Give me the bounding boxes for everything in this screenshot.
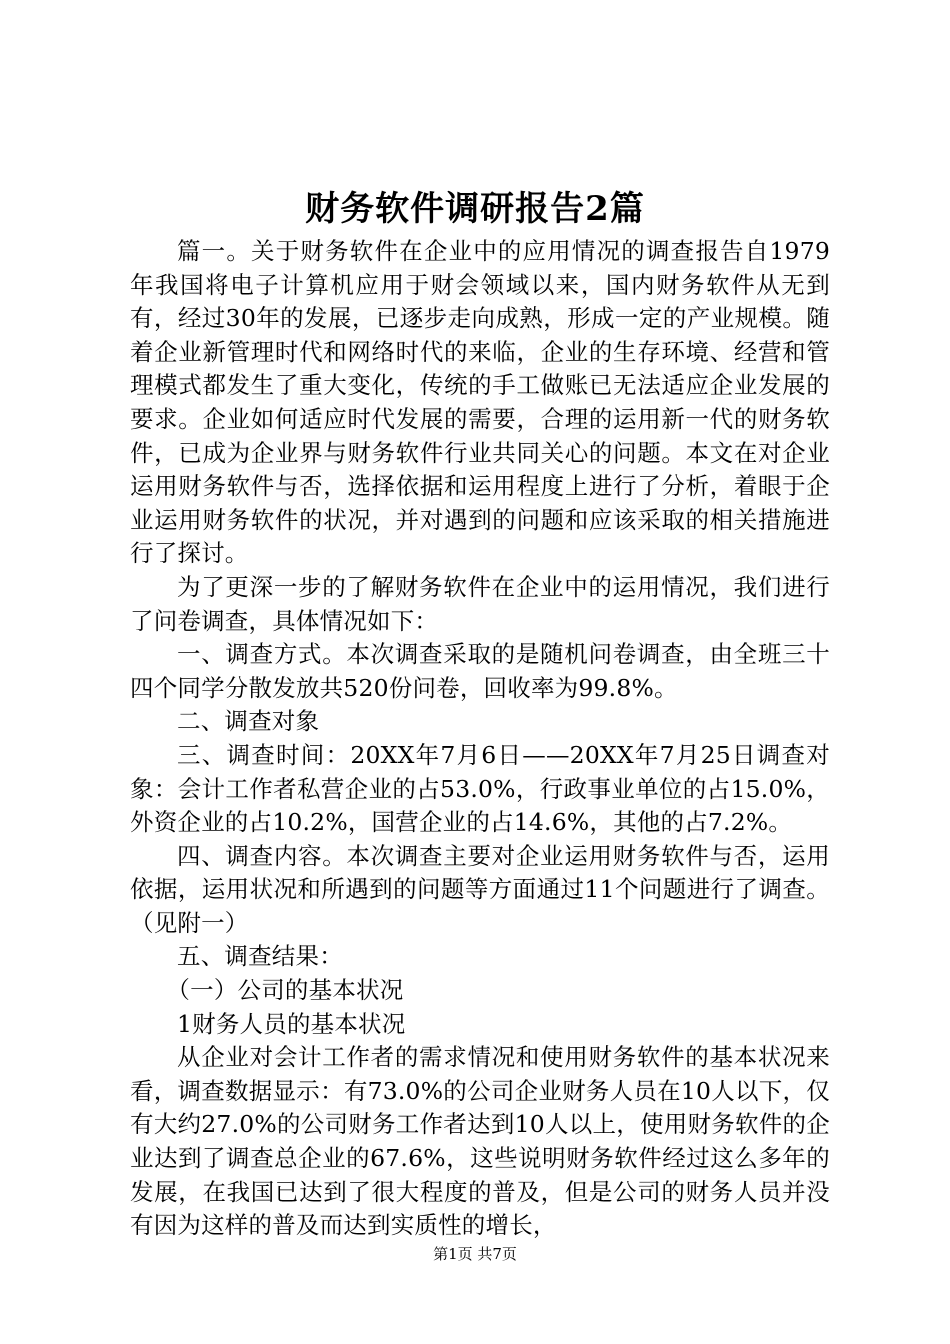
document-body: [130, 235, 830, 1243]
paragraph-survey-results: 五、调查结果：: [177, 942, 343, 971]
paragraph-subsection-heading: 1财务人员的基本状况: [177, 1009, 406, 1038]
paragraph-survey-subject: 二、调查对象: [177, 707, 320, 736]
paragraph-survey-intro: 为了更深一步的了解财务软件在企业中的运用情况，我们进行了问卷调查，具体情况如下：: [130, 572, 830, 635]
page-footer: 第1页 共7页: [433, 1245, 517, 1263]
paragraph-section-heading: （一）公司的基本状况: [166, 976, 404, 1005]
paragraph-staff-status: 从企业对会计工作者的需求情况和使用财务软件的基本状况来看，调查数据显示：有73.0%的公司企业财务人员在10人以下，仅有大约27.0%的公司财务工作者达到10人以上，使用财务软件的企业达到了调查总企业的67.6%，这些说明财务软件经过这么多年的发展，在我国已达到了很大程度的普及，但是公司的财务人员并没有因为这样的普及而达到实质性的增长，: [130, 1043, 830, 1240]
document-title: 财务软件调研报告2篇: [305, 189, 645, 229]
paragraph-survey-method: 一、调查方式。本次调查采取的是随机问卷调查，由全班三十四个同学分散发放共520份问卷，回收率为99.8%。: [130, 640, 830, 702]
paragraph-intro: 篇一。关于财务软件在企业中的应用情况的调查报告自1979年我国将电子计算机应用于财会领域以来，国内财务软件从无到有，经过30年的发展，已逐步走向成熟，形成一定的产业规模。随着企业新管理时代和网络时代的来临，企业的生存环境、经营和管理模式都发生了重大变化，传统的手工做账已无法适应企业发展的要求。企业如何适应时代发展的需要，合理的运用新一代的财务软件，已成为企业界与财务软件行业共同关心的问题。本文在对企业运用财务软件与否，选择依据和运用程度上进行了分析，着眼于企业运用财务软件的状况，并对遇到的问题和应该采取的相关措施进行了探讨。: [130, 237, 830, 568]
paragraph-survey-time: 三、调查时间：20XX年7月6日——20XX年7月25日调查对象：会计工作者私营企业的占53.0%，行政事业单位的占15.0%，外资企业的占10.2%，国营企业的占14.6%，其他的占7.2%。: [130, 740, 830, 837]
paragraph-survey-content: 四、调查内容。本次调查主要对企业运用财务软件与否，运用依据，运用状况和所遇到的问题等方面通过11个问题进行了调查。（见附一）: [130, 841, 830, 937]
